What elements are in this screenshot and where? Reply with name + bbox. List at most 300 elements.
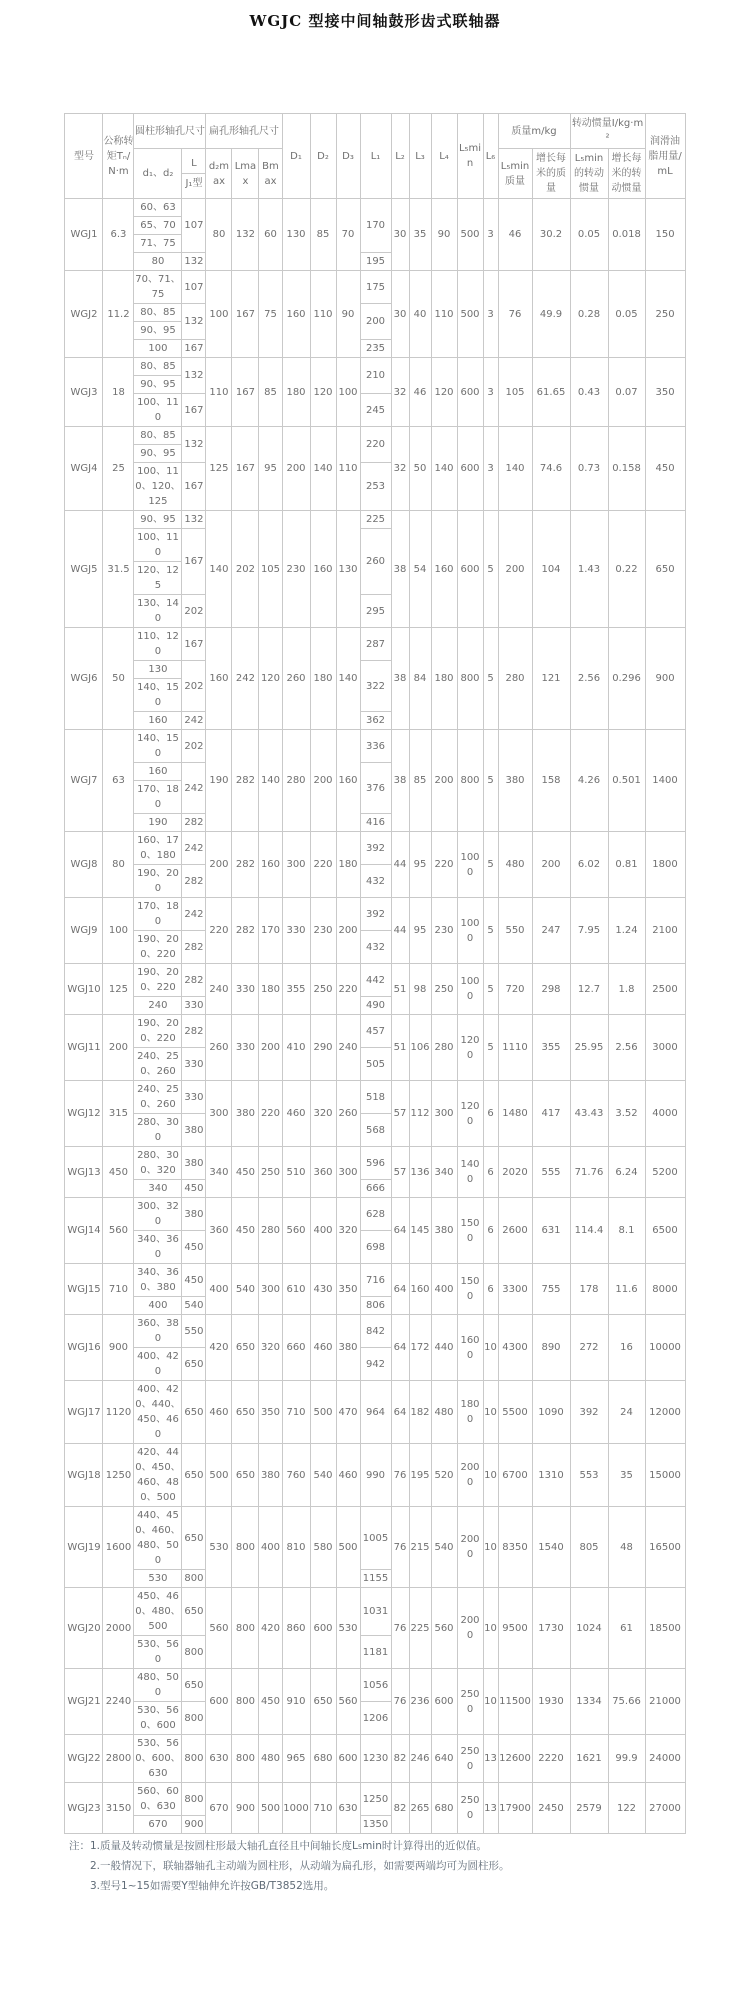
bore-diameter-cell: 190、200 xyxy=(134,865,182,898)
L2-cell: 51 xyxy=(391,964,409,1015)
flat-hole-cell-2: 140 xyxy=(259,730,282,832)
table-row xyxy=(65,1381,685,1444)
model-cell: WGJ20 xyxy=(65,1588,103,1669)
L1-cell: 376 xyxy=(360,763,391,814)
grease-amount-cell: 18500 xyxy=(645,1588,685,1669)
L6-cell: 5 xyxy=(483,730,498,832)
L4-cell: 90 xyxy=(431,199,457,271)
torque-cell: 80 xyxy=(103,832,134,898)
mass-L5min-cell: 3300 xyxy=(498,1264,532,1315)
model-cell: WGJ10 xyxy=(65,964,103,1015)
flat-hole-cell-2: 420 xyxy=(259,1588,282,1669)
L1-cell: 432 xyxy=(360,931,391,964)
mass-per-meter-cell: 2450 xyxy=(532,1783,570,1834)
L1-cell: 336 xyxy=(360,730,391,763)
torque-cell: 100 xyxy=(103,898,134,964)
L1-cell: 596 xyxy=(360,1147,391,1180)
L-length-cell: 132 xyxy=(182,358,206,394)
header-dim-L: L₄ xyxy=(431,114,457,199)
inertia-per-meter-cell: 16 xyxy=(608,1315,645,1381)
mass-per-meter-cell: 2220 xyxy=(532,1735,570,1783)
mass-L5min-cell: 5500 xyxy=(498,1381,532,1444)
model-cell: WGJ22 xyxy=(65,1735,103,1783)
L6-cell: 10 xyxy=(483,1669,498,1735)
L6-cell: 5 xyxy=(483,1015,498,1081)
mass-per-meter-cell: 1930 xyxy=(532,1669,570,1735)
D1-cell: 910 xyxy=(282,1669,310,1735)
D3-cell: 380 xyxy=(336,1315,360,1381)
L2-cell: 32 xyxy=(391,427,409,511)
bore-diameter-cell: 110、120 xyxy=(134,628,182,661)
inertia-L5min-cell: 0.28 xyxy=(570,271,608,358)
grease-amount-cell: 6500 xyxy=(645,1198,685,1264)
L4-cell: 340 xyxy=(431,1147,457,1198)
D2-cell: 110 xyxy=(310,271,336,358)
inertia-L5min-cell: 114.4 xyxy=(570,1198,608,1264)
flat-hole-cell-2: 480 xyxy=(259,1735,282,1783)
flat-hole-cell-1: 330 xyxy=(232,1015,259,1081)
D2-cell: 250 xyxy=(310,964,336,1015)
inertia-per-meter-cell: 75.66 xyxy=(608,1669,645,1735)
L-length-cell: 800 xyxy=(182,1636,206,1669)
D1-cell: 660 xyxy=(282,1315,310,1381)
flat-hole-cell-0: 190 xyxy=(206,730,232,832)
L-length-cell: 380 xyxy=(182,1114,206,1147)
L5-cell: 1500 xyxy=(457,1198,483,1264)
mass-L5min-cell: 280 xyxy=(498,628,532,730)
flat-hole-cell-1: 282 xyxy=(232,898,259,964)
flat-hole-cell-0: 460 xyxy=(206,1381,232,1444)
torque-cell: 31.5 xyxy=(103,511,134,628)
L3-cell: 246 xyxy=(409,1735,431,1783)
L4-cell: 200 xyxy=(431,730,457,832)
header-mass-col-0: L₅min质量 xyxy=(498,149,532,199)
L-length-cell: 380 xyxy=(182,1147,206,1180)
table-row xyxy=(65,199,685,217)
bore-diameter-cell: 300、320 xyxy=(134,1198,182,1231)
table-row xyxy=(65,1147,685,1180)
grease-amount-cell: 900 xyxy=(645,628,685,730)
L-length-cell: 107 xyxy=(182,199,206,253)
inertia-L5min-cell: 0.05 xyxy=(570,199,608,271)
table-row xyxy=(65,1198,685,1231)
L2-cell: 64 xyxy=(391,1264,409,1315)
bore-diameter-cell: 170、180 xyxy=(134,781,182,814)
flat-hole-cell-2: 85 xyxy=(259,358,282,427)
L-length-cell: 650 xyxy=(182,1669,206,1702)
mass-per-meter-cell: 61.65 xyxy=(532,358,570,427)
torque-cell: 315 xyxy=(103,1081,134,1147)
flat-hole-cell-2: 380 xyxy=(259,1444,282,1507)
mass-per-meter-cell: 158 xyxy=(532,730,570,832)
inertia-L5min-cell: 0.43 xyxy=(570,358,608,427)
mass-L5min-cell: 140 xyxy=(498,427,532,511)
model-cell: WGJ21 xyxy=(65,1669,103,1735)
L2-cell: 64 xyxy=(391,1198,409,1264)
bore-diameter-cell: 100 xyxy=(134,340,182,358)
L1-cell: 175 xyxy=(360,271,391,304)
L1-cell: 392 xyxy=(360,832,391,865)
L1-cell: 210 xyxy=(360,358,391,394)
L2-cell: 30 xyxy=(391,199,409,271)
mass-L5min-cell: 8350 xyxy=(498,1507,532,1588)
D3-cell: 320 xyxy=(336,1198,360,1264)
L6-cell: 5 xyxy=(483,964,498,1015)
flat-hole-cell-2: 400 xyxy=(259,1507,282,1588)
L1-cell: 1005 xyxy=(360,1507,391,1570)
L1-cell: 220 xyxy=(360,427,391,463)
header-dim-Lmin: L₅min xyxy=(457,114,483,199)
grease-amount-cell: 21000 xyxy=(645,1669,685,1735)
D1-cell: 180 xyxy=(282,358,310,427)
bore-diameter-cell: 160 xyxy=(134,763,182,781)
D3-cell: 630 xyxy=(336,1783,360,1834)
L-length-cell: 132 xyxy=(182,253,206,271)
L-length-cell: 167 xyxy=(182,340,206,358)
flat-hole-cell-2: 180 xyxy=(259,964,282,1015)
L-length-cell: 132 xyxy=(182,304,206,340)
L3-cell: 50 xyxy=(409,427,431,511)
L1-cell: 170 xyxy=(360,199,391,253)
L1-cell: 1230 xyxy=(360,1735,391,1783)
L4-cell: 280 xyxy=(431,1015,457,1081)
mass-L5min-cell: 2020 xyxy=(498,1147,532,1198)
L1-cell: 942 xyxy=(360,1348,391,1381)
L1-cell: 442 xyxy=(360,964,391,997)
bore-diameter-cell: 400 xyxy=(134,1297,182,1315)
L4-cell: 300 xyxy=(431,1081,457,1147)
D2-cell: 320 xyxy=(310,1081,336,1147)
L4-cell: 640 xyxy=(431,1735,457,1783)
L3-cell: 236 xyxy=(409,1669,431,1735)
L1-cell: 295 xyxy=(360,595,391,628)
mass-L5min-cell: 480 xyxy=(498,832,532,898)
flat-hole-cell-1: 800 xyxy=(232,1735,259,1783)
L5-cell: 500 xyxy=(457,199,483,271)
bore-diameter-cell: 280、300、320 xyxy=(134,1147,182,1180)
header-cylindrical-group: 圆柱形轴孔尺寸 xyxy=(134,114,206,149)
L5-cell: 2000 xyxy=(457,1507,483,1588)
D2-cell: 290 xyxy=(310,1015,336,1081)
L1-cell: 1350 xyxy=(360,1816,391,1834)
D1-cell: 1000 xyxy=(282,1783,310,1834)
D3-cell: 90 xyxy=(336,271,360,358)
inertia-per-meter-cell: 0.05 xyxy=(608,271,645,358)
inertia-per-meter-cell: 11.6 xyxy=(608,1264,645,1315)
L2-cell: 38 xyxy=(391,730,409,832)
L5-cell: 2000 xyxy=(457,1444,483,1507)
L4-cell: 600 xyxy=(431,1669,457,1735)
torque-cell: 18 xyxy=(103,358,134,427)
flat-hole-cell-0: 360 xyxy=(206,1198,232,1264)
L6-cell: 5 xyxy=(483,832,498,898)
inertia-per-meter-cell: 0.158 xyxy=(608,427,645,511)
torque-cell: 200 xyxy=(103,1015,134,1081)
D3-cell: 130 xyxy=(336,511,360,628)
header-L-label: L xyxy=(182,154,205,174)
table-row xyxy=(65,511,685,529)
L6-cell: 6 xyxy=(483,1081,498,1147)
inertia-L5min-cell: 0.73 xyxy=(570,427,608,511)
L-length-cell: 550 xyxy=(182,1315,206,1348)
bore-diameter-cell: 140、150 xyxy=(134,730,182,763)
L1-cell: 392 xyxy=(360,898,391,931)
L-length-cell: 167 xyxy=(182,394,206,427)
table-row xyxy=(65,427,685,445)
L5-cell: 2500 xyxy=(457,1783,483,1834)
L5-cell: 1200 xyxy=(457,1081,483,1147)
L-length-cell: 242 xyxy=(182,712,206,730)
flat-hole-cell-0: 400 xyxy=(206,1264,232,1315)
mass-per-meter-cell: 74.6 xyxy=(532,427,570,511)
model-cell: WGJ17 xyxy=(65,1381,103,1444)
model-cell: WGJ16 xyxy=(65,1315,103,1381)
header-dim-D: D₂ xyxy=(310,114,336,199)
torque-cell: 900 xyxy=(103,1315,134,1381)
D2-cell: 430 xyxy=(310,1264,336,1315)
model-cell: WGJ15 xyxy=(65,1264,103,1315)
D3-cell: 140 xyxy=(336,628,360,730)
bore-diameter-cell: 530、560、600 xyxy=(134,1702,182,1735)
flat-hole-cell-1: 330 xyxy=(232,964,259,1015)
L1-cell: 432 xyxy=(360,865,391,898)
inertia-per-meter-cell: 1.8 xyxy=(608,964,645,1015)
L-length-cell: 650 xyxy=(182,1507,206,1570)
grease-amount-cell: 12000 xyxy=(645,1381,685,1444)
L-length-cell: 282 xyxy=(182,865,206,898)
flat-hole-cell-1: 650 xyxy=(232,1381,259,1444)
mass-L5min-cell: 1480 xyxy=(498,1081,532,1147)
L1-cell: 505 xyxy=(360,1048,391,1081)
bore-diameter-cell: 80、85 xyxy=(134,427,182,445)
flat-hole-cell-0: 80 xyxy=(206,199,232,271)
inertia-per-meter-cell: 99.9 xyxy=(608,1735,645,1783)
D3-cell: 70 xyxy=(336,199,360,271)
L-length-cell: 800 xyxy=(182,1570,206,1588)
grease-amount-cell: 10000 xyxy=(645,1315,685,1381)
L1-cell: 990 xyxy=(360,1444,391,1507)
L5-cell: 800 xyxy=(457,628,483,730)
L-length-cell: 650 xyxy=(182,1381,206,1444)
grease-amount-cell: 4000 xyxy=(645,1081,685,1147)
L1-cell: 195 xyxy=(360,253,391,271)
note-3: 3.型号1~15如需要Y型轴伸允许按GB/T3852选用。 xyxy=(90,1879,335,1892)
L-length-cell: 242 xyxy=(182,832,206,865)
L1-cell: 628 xyxy=(360,1198,391,1231)
bore-diameter-cell: 480、500 xyxy=(134,1669,182,1702)
inertia-per-meter-cell: 0.81 xyxy=(608,832,645,898)
L1-cell: 245 xyxy=(360,394,391,427)
D3-cell: 470 xyxy=(336,1381,360,1444)
D3-cell: 350 xyxy=(336,1264,360,1315)
mass-per-meter-cell: 890 xyxy=(532,1315,570,1381)
D2-cell: 460 xyxy=(310,1315,336,1381)
D2-cell: 650 xyxy=(310,1669,336,1735)
L6-cell: 10 xyxy=(483,1507,498,1588)
L3-cell: 225 xyxy=(409,1588,431,1669)
D3-cell: 110 xyxy=(336,427,360,511)
flat-hole-cell-2: 160 xyxy=(259,832,282,898)
D1-cell: 200 xyxy=(282,427,310,511)
flat-hole-cell-0: 140 xyxy=(206,511,232,628)
L-length-cell: 242 xyxy=(182,763,206,814)
model-cell: WGJ14 xyxy=(65,1198,103,1264)
inertia-L5min-cell: 272 xyxy=(570,1315,608,1381)
L3-cell: 40 xyxy=(409,271,431,358)
mass-L5min-cell: 76 xyxy=(498,271,532,358)
L4-cell: 560 xyxy=(431,1588,457,1669)
L3-cell: 54 xyxy=(409,511,431,628)
bore-diameter-cell: 190、200、220 xyxy=(134,931,182,964)
inertia-per-meter-cell: 1.24 xyxy=(608,898,645,964)
header-dim-D: D₃ xyxy=(336,114,360,199)
L-length-cell: 282 xyxy=(182,814,206,832)
L6-cell: 5 xyxy=(483,898,498,964)
flat-hole-cell-0: 630 xyxy=(206,1735,232,1783)
mass-L5min-cell: 9500 xyxy=(498,1588,532,1669)
D3-cell: 300 xyxy=(336,1147,360,1198)
inertia-per-meter-cell: 0.07 xyxy=(608,358,645,427)
flat-hole-cell-1: 800 xyxy=(232,1588,259,1669)
torque-cell: 63 xyxy=(103,730,134,832)
model-cell: WGJ1 xyxy=(65,199,103,271)
D2-cell: 680 xyxy=(310,1735,336,1783)
D1-cell: 330 xyxy=(282,898,310,964)
mass-per-meter-cell: 631 xyxy=(532,1198,570,1264)
torque-cell: 25 xyxy=(103,427,134,511)
L6-cell: 3 xyxy=(483,199,498,271)
L1-cell: 806 xyxy=(360,1297,391,1315)
flat-hole-cell-0: 100 xyxy=(206,271,232,358)
flat-hole-cell-2: 170 xyxy=(259,898,282,964)
D1-cell: 355 xyxy=(282,964,310,1015)
L3-cell: 35 xyxy=(409,199,431,271)
L3-cell: 106 xyxy=(409,1015,431,1081)
flat-hole-cell-0: 240 xyxy=(206,964,232,1015)
L-length-cell: 167 xyxy=(182,628,206,661)
flat-hole-cell-1: 800 xyxy=(232,1507,259,1588)
inertia-per-meter-cell: 3.52 xyxy=(608,1081,645,1147)
flat-hole-cell-2: 250 xyxy=(259,1147,282,1198)
inertia-per-meter-cell: 35 xyxy=(608,1444,645,1507)
D3-cell: 530 xyxy=(336,1588,360,1669)
inertia-L5min-cell: 1621 xyxy=(570,1735,608,1783)
bore-diameter-cell: 160 xyxy=(134,712,182,730)
mass-L5min-cell: 1110 xyxy=(498,1015,532,1081)
bore-diameter-cell: 400、420 xyxy=(134,1348,182,1381)
L6-cell: 3 xyxy=(483,271,498,358)
D3-cell: 460 xyxy=(336,1444,360,1507)
D3-cell: 200 xyxy=(336,898,360,964)
L1-cell: 457 xyxy=(360,1015,391,1048)
L5-cell: 1800 xyxy=(457,1381,483,1444)
L4-cell: 120 xyxy=(431,358,457,427)
inertia-L5min-cell: 6.02 xyxy=(570,832,608,898)
L4-cell: 250 xyxy=(431,964,457,1015)
D2-cell: 230 xyxy=(310,898,336,964)
flat-hole-cell-1: 540 xyxy=(232,1264,259,1315)
flat-hole-cell-0: 340 xyxy=(206,1147,232,1198)
L4-cell: 400 xyxy=(431,1264,457,1315)
bottom-whitespace xyxy=(0,1897,750,2007)
grease-amount-cell: 2500 xyxy=(645,964,685,1015)
mass-L5min-cell: 200 xyxy=(498,511,532,628)
grease-amount-cell: 450 xyxy=(645,427,685,511)
L2-cell: 51 xyxy=(391,1015,409,1081)
L2-cell: 38 xyxy=(391,628,409,730)
bore-diameter-cell: 80、85 xyxy=(134,304,182,322)
model-cell: WGJ19 xyxy=(65,1507,103,1588)
torque-cell: 450 xyxy=(103,1147,134,1198)
L4-cell: 160 xyxy=(431,511,457,628)
L1-cell: 416 xyxy=(360,814,391,832)
torque-cell: 11.2 xyxy=(103,271,134,358)
D3-cell: 220 xyxy=(336,964,360,1015)
torque-cell: 1600 xyxy=(103,1507,134,1588)
L5-cell: 1000 xyxy=(457,964,483,1015)
header-dim-L: L₁ xyxy=(360,114,391,199)
mass-per-meter-cell: 1090 xyxy=(532,1381,570,1444)
L5-cell: 1600 xyxy=(457,1315,483,1381)
L3-cell: 46 xyxy=(409,358,431,427)
L2-cell: 64 xyxy=(391,1315,409,1381)
mass-L5min-cell: 11500 xyxy=(498,1669,532,1735)
flat-hole-cell-1: 202 xyxy=(232,511,259,628)
flat-hole-cell-1: 242 xyxy=(232,628,259,730)
L6-cell: 10 xyxy=(483,1444,498,1507)
grease-amount-cell: 5200 xyxy=(645,1147,685,1198)
L-length-cell: 202 xyxy=(182,730,206,763)
inertia-per-meter-cell: 61 xyxy=(608,1588,645,1669)
L1-cell: 698 xyxy=(360,1231,391,1264)
flat-hole-cell-0: 670 xyxy=(206,1783,232,1834)
L4-cell: 380 xyxy=(431,1198,457,1264)
flat-hole-cell-0: 220 xyxy=(206,898,232,964)
model-cell: WGJ7 xyxy=(65,730,103,832)
inertia-L5min-cell: 2579 xyxy=(570,1783,608,1834)
bore-diameter-cell: 90、95 xyxy=(134,322,182,340)
D1-cell: 760 xyxy=(282,1444,310,1507)
bore-diameter-cell: 90、95 xyxy=(134,511,182,529)
D3-cell: 240 xyxy=(336,1015,360,1081)
table-row xyxy=(65,271,685,304)
mass-per-meter-cell: 555 xyxy=(532,1147,570,1198)
bore-diameter-cell: 240、250、260 xyxy=(134,1081,182,1114)
inertia-per-meter-cell: 0.501 xyxy=(608,730,645,832)
flat-hole-cell-2: 120 xyxy=(259,628,282,730)
flat-hole-cell-1: 167 xyxy=(232,358,259,427)
L3-cell: 84 xyxy=(409,628,431,730)
torque-cell: 560 xyxy=(103,1198,134,1264)
mass-L5min-cell: 720 xyxy=(498,964,532,1015)
L-length-cell: 800 xyxy=(182,1783,206,1816)
D2-cell: 400 xyxy=(310,1198,336,1264)
bore-diameter-cell: 560、600、630 xyxy=(134,1783,182,1816)
L4-cell: 440 xyxy=(431,1315,457,1381)
L5-cell: 1000 xyxy=(457,898,483,964)
grease-amount-cell: 24000 xyxy=(645,1735,685,1783)
bore-diameter-cell: 530 xyxy=(134,1570,182,1588)
D1-cell: 860 xyxy=(282,1588,310,1669)
D2-cell: 140 xyxy=(310,427,336,511)
L6-cell: 6 xyxy=(483,1264,498,1315)
table-row xyxy=(65,730,685,763)
grease-amount-cell: 650 xyxy=(645,511,685,628)
mass-per-meter-cell: 200 xyxy=(532,832,570,898)
grease-amount-cell: 3000 xyxy=(645,1015,685,1081)
bore-diameter-cell: 90、95 xyxy=(134,445,182,463)
bore-diameter-cell: 140、150 xyxy=(134,679,182,712)
